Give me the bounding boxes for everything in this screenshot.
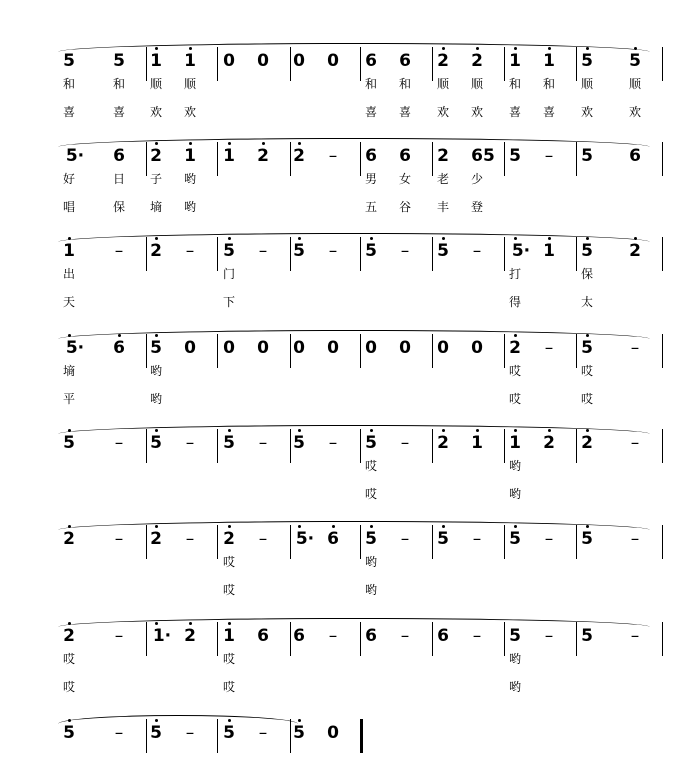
- octave-dot: [155, 622, 158, 625]
- lyric-line-2: 墒: [149, 200, 162, 214]
- duration-dash: –: [114, 433, 124, 453]
- duration-dash: –: [544, 338, 554, 358]
- lyric-line-2: 欢: [580, 105, 593, 119]
- note: 0: [257, 338, 269, 358]
- octave-dot: [228, 429, 231, 432]
- duration-dash: –: [472, 626, 482, 646]
- note: 1: [471, 433, 483, 453]
- lyric-line-1: 哟: [149, 364, 162, 378]
- note: 5: [293, 433, 305, 453]
- duration-dash: –: [114, 241, 124, 261]
- octave-dot: [155, 334, 158, 337]
- lyric-line-1: 和: [398, 77, 411, 91]
- lyric-line-2: 哎: [364, 487, 377, 501]
- note: 0: [223, 338, 235, 358]
- octave-dot: [155, 47, 158, 50]
- note: 5: [223, 241, 235, 261]
- note: 65: [471, 146, 495, 166]
- duration-dash: –: [544, 146, 554, 166]
- note: 5: [365, 433, 377, 453]
- lyric-line-1: 哟: [183, 172, 196, 186]
- lyric-line-1: 墒: [62, 364, 75, 378]
- lyric-line-1: 和: [62, 77, 75, 91]
- note: 1: [184, 51, 196, 71]
- duration-dash: –: [185, 529, 195, 549]
- lyric-line-2: 欢: [628, 105, 641, 119]
- lyric-line-2: 哟: [364, 583, 377, 597]
- note: 6: [327, 529, 339, 549]
- final-barline: [360, 719, 363, 753]
- duration-dash: –: [114, 626, 124, 646]
- octave-dot: [68, 622, 71, 625]
- duration-dash: –: [400, 529, 410, 549]
- note: 2: [437, 433, 449, 453]
- lyric-line-1: 哟: [508, 459, 521, 473]
- lyric-line-2: 喜: [62, 105, 75, 119]
- duration-dash: –: [400, 241, 410, 261]
- octave-dot: [586, 237, 589, 240]
- note: 5: [365, 241, 377, 261]
- lyric-line-1: 哎: [222, 652, 235, 666]
- octave-dot: [442, 47, 445, 50]
- duration-dash: –: [630, 626, 640, 646]
- duration-dash: –: [258, 433, 268, 453]
- octave-dot: [155, 719, 158, 722]
- lyric-line-1: 门: [222, 267, 235, 281]
- lyric-line-1: 顺: [183, 77, 196, 91]
- octave-dot: [514, 334, 517, 337]
- note: 5: [581, 146, 593, 166]
- lyric-line-2: 丰: [436, 200, 449, 214]
- octave-dot: [370, 429, 373, 432]
- note: 2: [471, 51, 483, 71]
- duration-dash: –: [630, 338, 640, 358]
- lyric-line-1: 哟: [364, 555, 377, 569]
- lyric-line-1: 老: [436, 172, 449, 186]
- note: 5: [509, 529, 521, 549]
- lyric-line-1: 哎: [222, 555, 235, 569]
- lyric-line-1: 保: [580, 267, 593, 281]
- note: 2: [437, 51, 449, 71]
- note: 5: [581, 51, 593, 71]
- note: 5: [150, 723, 162, 743]
- note: 1: [150, 51, 162, 71]
- duration-dash: –: [185, 241, 195, 261]
- note: 2: [150, 241, 162, 261]
- lyric-line-2: 唱: [62, 200, 75, 214]
- note: 6: [113, 338, 125, 358]
- barline: [662, 47, 663, 81]
- octave-dot: [586, 429, 589, 432]
- duration-dash: –: [185, 433, 195, 453]
- lyric-line-2: 喜: [364, 105, 377, 119]
- lyric-line-1: 哎: [580, 364, 593, 378]
- note: 1: [63, 241, 75, 261]
- octave-dot: [298, 237, 301, 240]
- note: 5: [581, 529, 593, 549]
- octave-dot: [228, 622, 231, 625]
- octave-dot: [118, 334, 121, 337]
- lyric-line-2: 天: [62, 295, 75, 309]
- lyric-line-2: 太: [580, 295, 593, 309]
- octave-dot: [370, 525, 373, 528]
- note: 5: [293, 723, 305, 743]
- octave-dot: [514, 429, 517, 432]
- note: 2: [509, 338, 521, 358]
- note: 0: [365, 338, 377, 358]
- note: 5: [113, 51, 125, 71]
- note: 2: [150, 146, 162, 166]
- octave-dot: [442, 525, 445, 528]
- note: 5·: [295, 529, 315, 549]
- barline: [662, 334, 663, 368]
- note: 2: [63, 529, 75, 549]
- octave-dot: [155, 237, 158, 240]
- duration-dash: –: [328, 626, 338, 646]
- lyric-line-2: 哎: [222, 680, 235, 694]
- lyric-line-1: 男: [364, 172, 377, 186]
- barline: [662, 237, 663, 271]
- note: 5: [150, 433, 162, 453]
- octave-dot: [586, 334, 589, 337]
- lyric-line-1: 子: [149, 172, 162, 186]
- lyric-line-1: 打: [508, 267, 521, 281]
- lyric-line-2: 喜: [508, 105, 521, 119]
- duration-dash: –: [114, 529, 124, 549]
- note: 5: [223, 723, 235, 743]
- lyric-line-2: 登: [470, 200, 483, 214]
- lyric-line-1: 哎: [508, 364, 521, 378]
- note: 5·: [65, 146, 85, 166]
- note: 2: [581, 433, 593, 453]
- duration-dash: –: [258, 529, 268, 549]
- lyric-line-1: 哟: [508, 652, 521, 666]
- octave-dot: [68, 237, 71, 240]
- duration-dash: –: [328, 433, 338, 453]
- barline: [662, 525, 663, 559]
- note: 6: [399, 146, 411, 166]
- octave-dot: [189, 622, 192, 625]
- barline: [662, 622, 663, 656]
- duration-dash: –: [544, 626, 554, 646]
- duration-dash: –: [472, 241, 482, 261]
- duration-dash: –: [544, 529, 554, 549]
- octave-dot: [586, 47, 589, 50]
- note: 0: [293, 51, 305, 71]
- note: 5: [223, 433, 235, 453]
- lyric-line-1: 顺: [149, 77, 162, 91]
- lyric-line-1: 和: [542, 77, 555, 91]
- octave-dot: [514, 47, 517, 50]
- octave-dot: [68, 429, 71, 432]
- note: 2: [184, 626, 196, 646]
- note: 2: [629, 241, 641, 261]
- lyric-line-2: 喜: [542, 105, 555, 119]
- note: 6: [399, 51, 411, 71]
- lyric-line-2: 喜: [398, 105, 411, 119]
- note: 6: [365, 626, 377, 646]
- note: 5: [63, 433, 75, 453]
- lyric-line-2: 五: [364, 200, 377, 214]
- octave-dot: [514, 525, 517, 528]
- lyric-line-1: 哎: [364, 459, 377, 473]
- octave-dot: [298, 719, 301, 722]
- octave-dot: [228, 719, 231, 722]
- note: 1: [509, 433, 521, 453]
- octave-dot: [262, 142, 265, 145]
- note: 6: [365, 146, 377, 166]
- note: 6: [629, 146, 641, 166]
- note: 0: [437, 338, 449, 358]
- note: 5: [63, 51, 75, 71]
- note: 0: [327, 338, 339, 358]
- octave-dot: [68, 525, 71, 528]
- note: 5: [581, 241, 593, 261]
- duration-dash: –: [114, 723, 124, 743]
- lyric-line-2: 欢: [470, 105, 483, 119]
- note: 1: [509, 51, 521, 71]
- note: 2: [150, 529, 162, 549]
- duration-dash: –: [472, 529, 482, 549]
- lyric-line-2: 哟: [508, 487, 521, 501]
- note: 2: [437, 146, 449, 166]
- note: 1: [543, 51, 555, 71]
- lyric-line-1: 和: [112, 77, 125, 91]
- octave-dot: [548, 237, 551, 240]
- note: 1: [223, 146, 235, 166]
- note: 5: [437, 241, 449, 261]
- octave-dot: [155, 525, 158, 528]
- lyric-line-1: 顺: [470, 77, 483, 91]
- lyric-line-2: 谷: [398, 200, 411, 214]
- note: 0: [327, 51, 339, 71]
- note: 0: [471, 338, 483, 358]
- octave-dot: [68, 334, 71, 337]
- lyric-line-2: 哎: [222, 583, 235, 597]
- lyric-line-1: 出: [62, 267, 75, 281]
- lyric-line-2: 哎: [508, 392, 521, 406]
- octave-dot: [586, 525, 589, 528]
- note: 6: [113, 146, 125, 166]
- note: 0: [327, 723, 339, 743]
- note: 0: [293, 338, 305, 358]
- lyric-line-2: 保: [112, 200, 125, 214]
- lyric-line-2: 哎: [580, 392, 593, 406]
- note: 6: [293, 626, 305, 646]
- octave-dot: [476, 47, 479, 50]
- duration-dash: –: [328, 241, 338, 261]
- octave-dot: [442, 429, 445, 432]
- lyric-line-1: 顺: [580, 77, 593, 91]
- lyric-line-1: 女: [398, 172, 411, 186]
- octave-dot: [189, 142, 192, 145]
- octave-dot: [548, 429, 551, 432]
- duration-dash: –: [630, 433, 640, 453]
- note: 0: [399, 338, 411, 358]
- octave-dot: [155, 142, 158, 145]
- octave-dot: [68, 719, 71, 722]
- note: 1: [223, 626, 235, 646]
- duration-dash: –: [400, 626, 410, 646]
- octave-dot: [298, 525, 301, 528]
- note: 0: [184, 338, 196, 358]
- note: 6: [437, 626, 449, 646]
- lyric-line-2: 哟: [183, 200, 196, 214]
- lyric-line-2: 得: [508, 295, 521, 309]
- lyric-line-2: 欢: [183, 105, 196, 119]
- note: 0: [257, 51, 269, 71]
- note: 5: [629, 51, 641, 71]
- note: 2: [257, 146, 269, 166]
- note: 5: [509, 626, 521, 646]
- lyric-line-1: 少: [470, 172, 483, 186]
- lyric-line-1: 和: [508, 77, 521, 91]
- octave-dot: [548, 47, 551, 50]
- note: 2: [223, 529, 235, 549]
- note: 5·: [65, 338, 85, 358]
- lyric-line-1: 日: [112, 172, 125, 186]
- lyric-line-2: 欢: [436, 105, 449, 119]
- lyric-line-2: 平: [62, 392, 75, 406]
- note: 5: [63, 723, 75, 743]
- octave-dot: [634, 47, 637, 50]
- octave-dot: [332, 525, 335, 528]
- lyric-line-1: 顺: [628, 77, 641, 91]
- lyric-line-2: 哟: [508, 680, 521, 694]
- note: 5: [150, 338, 162, 358]
- barline: [662, 142, 663, 176]
- note: 2: [63, 626, 75, 646]
- octave-dot: [228, 525, 231, 528]
- lyric-line-2: 欢: [149, 105, 162, 119]
- note: 6: [365, 51, 377, 71]
- octave-dot: [298, 142, 301, 145]
- duration-dash: –: [630, 529, 640, 549]
- lyric-line-1: 好: [62, 172, 75, 186]
- lyric-line-2: 喜: [112, 105, 125, 119]
- note: 5: [293, 241, 305, 261]
- octave-dot: [634, 237, 637, 240]
- lyric-line-2: 哟: [149, 392, 162, 406]
- note: 5: [581, 338, 593, 358]
- octave-dot: [370, 237, 373, 240]
- barline: [662, 429, 663, 463]
- duration-dash: –: [258, 241, 268, 261]
- lyric-line-1: 顺: [436, 77, 449, 91]
- note: 0: [223, 51, 235, 71]
- octave-dot: [298, 429, 301, 432]
- octave-dot: [228, 142, 231, 145]
- lyric-line-2: 下: [222, 295, 235, 309]
- note: 5: [437, 529, 449, 549]
- note: 1: [184, 146, 196, 166]
- duration-dash: –: [400, 433, 410, 453]
- note: 2: [543, 433, 555, 453]
- note: 6: [257, 626, 269, 646]
- octave-dot: [476, 429, 479, 432]
- lyric-line-1: 和: [364, 77, 377, 91]
- octave-dot: [189, 47, 192, 50]
- lyric-line-1: 哎: [62, 652, 75, 666]
- duration-dash: –: [258, 723, 268, 743]
- note: 5: [365, 529, 377, 549]
- note: 5: [509, 146, 521, 166]
- note: 1·: [152, 626, 172, 646]
- octave-dot: [228, 237, 231, 240]
- note: 5: [581, 626, 593, 646]
- duration-dash: –: [328, 146, 338, 166]
- octave-dot: [155, 429, 158, 432]
- octave-dot: [514, 237, 517, 240]
- note: 1: [543, 241, 555, 261]
- lyric-line-2: 哎: [62, 680, 75, 694]
- octave-dot: [442, 237, 445, 240]
- note: 2: [293, 146, 305, 166]
- duration-dash: –: [185, 723, 195, 743]
- note: 5·: [511, 241, 531, 261]
